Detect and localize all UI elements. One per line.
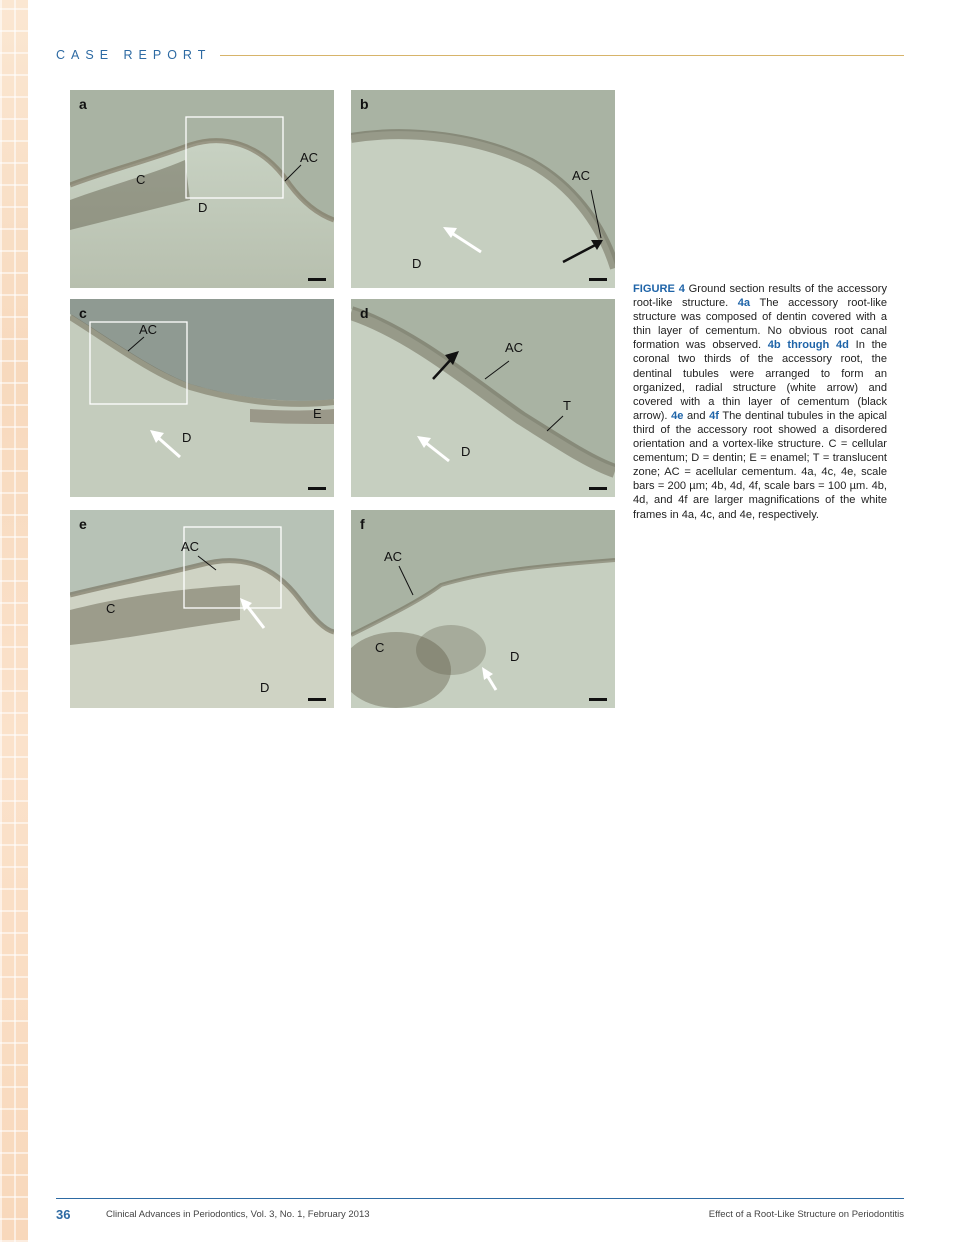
panel-reference: 4f (709, 409, 719, 422)
label-cellular-cementum: C (375, 640, 385, 655)
figure-caption (633, 282, 887, 522)
micrograph-image (351, 299, 615, 497)
caption-text: Ground section results of the accessory root-like structure. (633, 283, 887, 310)
panel-letter: b (360, 96, 369, 112)
label-acellular-cementum: AC (181, 539, 200, 554)
figure-panel-d (351, 299, 615, 497)
caption-text: The accessory root-like structure was composed of dentin covered with a thin layer of cementum. No obvious root canal formation was observed. (633, 297, 888, 352)
footer-rule (56, 1198, 904, 1199)
caption-text: In the coronal two thirds of the accessory root, the dentinal tubules were arranged to form an organized, radial structure (white arrow) and covered with a thin layer of cementum (black arrow). (633, 339, 887, 422)
figure-panel-e (70, 510, 334, 708)
scale-bar (589, 487, 607, 490)
label-dentin: D (198, 200, 208, 215)
label-cellular-cementum: C (136, 172, 146, 187)
panel-reference: 4a (737, 297, 751, 310)
micrograph-image (70, 299, 334, 497)
label-dentin: D (510, 649, 520, 664)
label-acellular-cementum: AC (572, 168, 591, 183)
micrograph-image (351, 510, 615, 708)
label-acellular-cementum: AC (139, 322, 158, 337)
panel-letter: a (79, 96, 87, 112)
panel-letter: c (79, 305, 87, 321)
label-dentin: D (260, 680, 270, 695)
figure-label: FIGURE 4 (633, 283, 685, 295)
scale-bar (589, 698, 607, 701)
section-label: CASE REPORT (56, 48, 212, 62)
scale-bar (308, 278, 326, 281)
micrograph-image (351, 90, 615, 288)
panel-letter: d (360, 305, 369, 321)
panel-letter: f (360, 516, 365, 532)
label-acellular-cementum: AC (384, 549, 403, 564)
panel-reference: 4e (671, 409, 684, 422)
scale-bar (308, 487, 326, 490)
running-title: Effect of a Root-Like Structure on Periodontitis (708, 1209, 904, 1220)
label-dentin: D (182, 430, 192, 445)
figure-panel-c (70, 299, 334, 497)
caption-text: and (683, 409, 710, 422)
scale-bar (589, 278, 607, 281)
caption-text: The dentinal tubules in the apical third of the accessory root showed a disordered orientation and a vortex-like structure. C = cellular cementum; D = dentin; E = enamel; T = translucent zone; AC = acellular cementum. 4a, 4c, 4e, scale bars = 200 µm; 4b, 4d, 4f, scale bars = 100 µm. 4b, 4d, and 4f are larger magnifications of the white frames in 4a, 4c, and 4e, respectively. (633, 409, 887, 521)
label-enamel: E (313, 406, 322, 421)
figure-panel-f (351, 510, 615, 708)
label-cellular-cementum: C (106, 601, 116, 616)
decorative-margin-strip (0, 0, 28, 1242)
label-acellular-cementum: AC (505, 340, 524, 355)
label-dentin: D (461, 444, 471, 459)
header-rule (220, 55, 904, 56)
journal-citation: Clinical Advances in Periodontics, Vol. 3, No. 1, February 2013 (106, 1209, 370, 1220)
micrograph-image (70, 90, 334, 288)
label-translucent-zone: T (563, 398, 571, 413)
panel-letter: e (79, 516, 87, 532)
figure-panel-b (351, 90, 615, 288)
label-acellular-cementum: AC (300, 150, 319, 165)
figure-panel-a (70, 90, 334, 288)
page-number: 36 (56, 1207, 71, 1222)
panel-reference: 4b through 4d (767, 339, 849, 352)
label-dentin: D (412, 256, 422, 271)
scale-bar (308, 698, 326, 701)
